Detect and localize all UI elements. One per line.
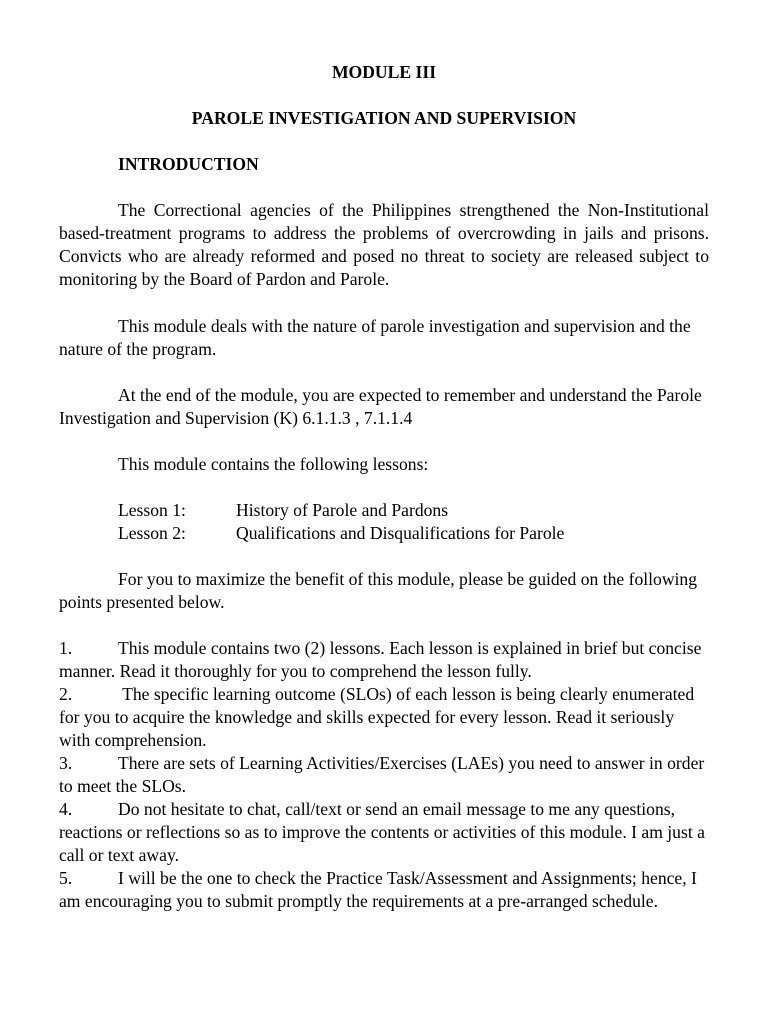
point-number: 5. (59, 868, 73, 888)
point-text: The specific learning outcome (SLOs) of each lesson is being clearly enumerated for you to acquire the knowledge and skills expected for every lesson. Read it seriously with comprehension. (59, 684, 699, 750)
list-item (59, 637, 709, 683)
list-item (59, 798, 709, 867)
module-scope-paragraph: This module deals with the nature of parole investigation and supervision and the nature of the program. (59, 316, 691, 359)
lesson-title: History of Parole and Pardons (236, 500, 449, 520)
point-number: 1. (59, 638, 73, 658)
lesson-label: Lesson 1: (118, 500, 186, 520)
list-item (59, 752, 709, 798)
introduction-heading: INTRODUCTION (118, 154, 259, 174)
point-number: 3. (59, 753, 73, 773)
lessons-intro-paragraph: This module contains the following lessons: (118, 454, 429, 474)
list-item (59, 867, 709, 913)
lesson-item (118, 499, 718, 522)
point-text: I will be the one to check the Practice Task/Assessment and Assignments; hence, I am encouraging you to submit promptly the requirements at a pre-arranged schedule. (59, 868, 697, 911)
guidance-paragraph: For you to maximize the benefit of this module, please be guided on the following points presented below. (59, 569, 698, 612)
module-title: MODULE III (331, 62, 437, 82)
point-number: 2. (59, 684, 73, 704)
point-text: This module contains two (2) lessons. Each lesson is explained in brief but concise manner. Read it thoroughly for you to comprehend the lesson fully. (59, 638, 702, 681)
lesson-label: Lesson 2: (118, 523, 186, 543)
point-text: Do not hesitate to chat, call/text or send an email message to me any questions, reactions or reflections so as to improve the contents or activities of this module. I am just a call or text away. (59, 799, 705, 865)
expected-outcome-paragraph: At the end of the module, you are expected to remember and understand the Parole Investigation and Supervision (K) 6.1.1.3 , 7.1.1.4 (59, 385, 702, 428)
points-list (59, 637, 709, 913)
lesson-item (118, 522, 718, 545)
module-subtitle: PAROLE INVESTIGATION AND SUPERVISION (191, 108, 577, 128)
point-text: There are sets of Learning Activities/Exercises (LAEs) you need to answer in order to meet the SLOs. (59, 753, 705, 796)
lesson-title: Qualifications and Disqualifications for Parole (236, 523, 565, 543)
list-item (59, 683, 709, 752)
intro-paragraph: The Correctional agencies of the Philippines strengthened the Non-Institutional based-treatment programs to address the problems of overcrowding in jails and prisons. Convicts who are already reformed and posed no threat to society are released subject to monitoring by the Board of Pardon and Parole. (59, 200, 709, 289)
point-number: 4. (59, 799, 73, 819)
